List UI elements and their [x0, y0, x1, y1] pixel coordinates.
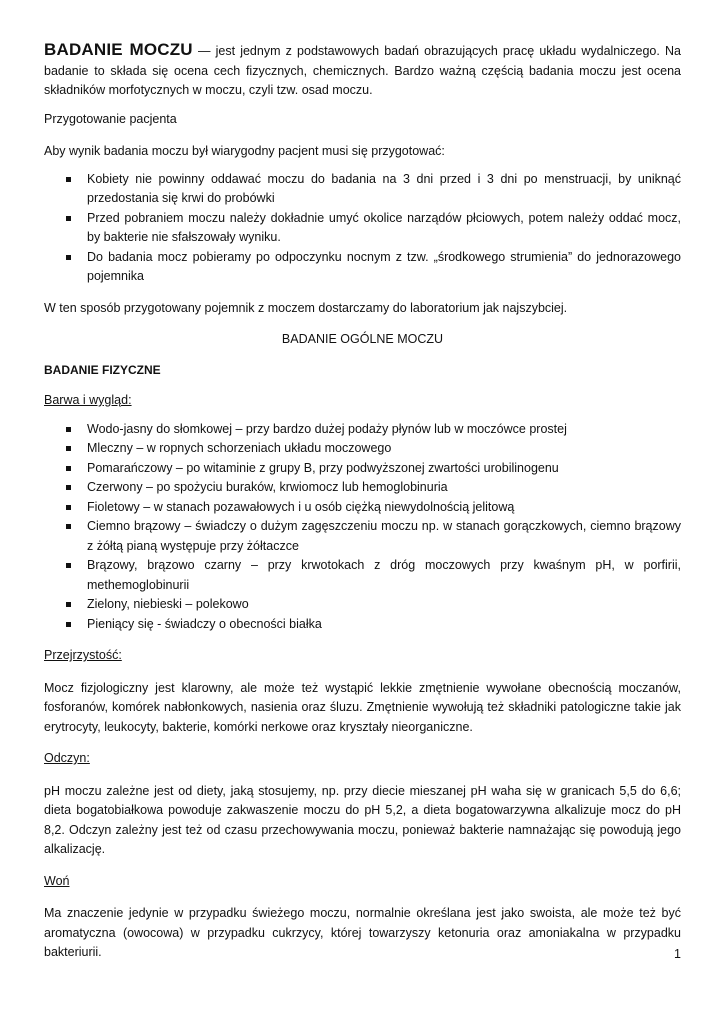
color-heading: Barwa i wygląd: — [44, 393, 132, 407]
document-page — [44, 40, 681, 963]
page-number: 1 — [674, 947, 681, 961]
document-title: BADANIE MOCZU — [44, 40, 193, 59]
clarity-heading: Przejrzystość: — [44, 648, 122, 662]
reaction-heading: Odczyn: — [44, 751, 90, 765]
clarity-text: Mocz fizjologiczny jest klarowny, ale może też wystąpić lekkie zmętnienie wywołane obecnością moczanów, fosforanów, komórek nabłonkowych, nasienia oraz śluzu. Zmętnienie wywołują też składniki patologiczne takie jak erytrocyty, leukocyty, bakterie, komórki nerkowe oraz kryształy nieorganiczne. — [44, 680, 681, 734]
list-item: Przed pobraniem moczu należy dokładnie umyć okolice narządów płciowych, potem należy oddać mocz, by bakterie nie sfałszowały wyniku. — [44, 209, 681, 248]
list-item: Do badania mocz pobieramy po odpoczynku nocnym z tzw. „środkowego strumienia” do jednorazowego pojemnika — [44, 248, 681, 287]
list-item: Pieniący się - świadczy o obecności białka — [44, 615, 681, 635]
subsection-title: BADANIE FIZYCZNE — [44, 362, 161, 377]
list-item: Czerwony – po spożyciu buraków, krwiomocz lub hemoglobinuria — [44, 478, 681, 498]
list-item: Kobiety nie powinny oddawać moczu do badania na 3 dni przed i 3 dni po menstruacji, by uniknąć przedostania się krwi do probówki — [44, 170, 681, 209]
list-item: Wodo-jasny do słomkowej – przy bardzo dużej podaży płynów lub w moczówce prostej — [44, 420, 681, 440]
prep-list — [44, 170, 681, 287]
list-item: Pomarańczowy – po witaminie z grupy B, przy podwyższonej zwartości urobilinogenu — [44, 459, 681, 479]
list-item: Ciemno brązowy – świadczy o dużym zagęszczeniu moczu np. w stanach gorączkowych, ciemno brązowy z żółtą pianą występuje przy żółtaczce — [44, 517, 681, 556]
prep-intro: Aby wynik badania moczu był wiarygodny pacjent musi się przygotować: — [44, 144, 445, 158]
odor-text: Ma znaczenie jedynie w przypadku świeżego moczu, normalnie określana jest jako swoista, ale może też być aromatyczna (owocowa) w przypadku cukrzycy, której towarzyszy ketonuria oraz amoniakalna w przypadku bakteriurii. — [44, 906, 681, 959]
intro-text: — jest jednym z podstawowych badań obrazujących pracę układu wydalniczego. Na badanie to składa się ocena cech fizycznych, chemicznych. Bardzo ważną częścią badania moczu jest ocena składników morfotycznych w moczu, czyli tzw. osad moczu. — [44, 44, 681, 97]
list-item: Brązowy, brązowo czarny – przy krwotokach z dróg moczowych przy kwaśnym pH, w porfirii, methemoglobinurii — [44, 556, 681, 595]
prep-outro: W ten sposób przygotowany pojemnik z moczem dostarczamy do laboratorium jak najszybciej. — [44, 300, 568, 315]
section-title: BADANIE OGÓLNE MOCZU — [281, 332, 444, 346]
odor-heading: Woń — [44, 873, 70, 888]
list-item: Mleczny – w ropnych schorzeniach układu moczowego — [44, 439, 681, 459]
prep-heading: Przygotowanie pacjenta — [44, 111, 177, 126]
color-list — [44, 420, 681, 635]
list-item: Zielony, niebieski – polekowo — [44, 595, 681, 615]
intro-paragraph — [44, 40, 681, 101]
reaction-text: pH moczu zależne jest od diety, jaką stosujemy, np. przy diecie mieszanej pH waha się w granicach 5,5 do 6,6; dieta bogatobiałkowa powoduje zakwaszenie moczu do pH 5,2, a dieta bogatowarzywna alkalizuje mocz do pH 8,2. Odczyn zależny jest też od czasu przechowywania moczu, ponieważ bakterie namnażając się powodują jego alkalizację. — [44, 783, 681, 856]
list-item: Fioletowy – w stanach pozawałowych i u osób ciężką niewydolnością jelitową — [44, 498, 681, 518]
